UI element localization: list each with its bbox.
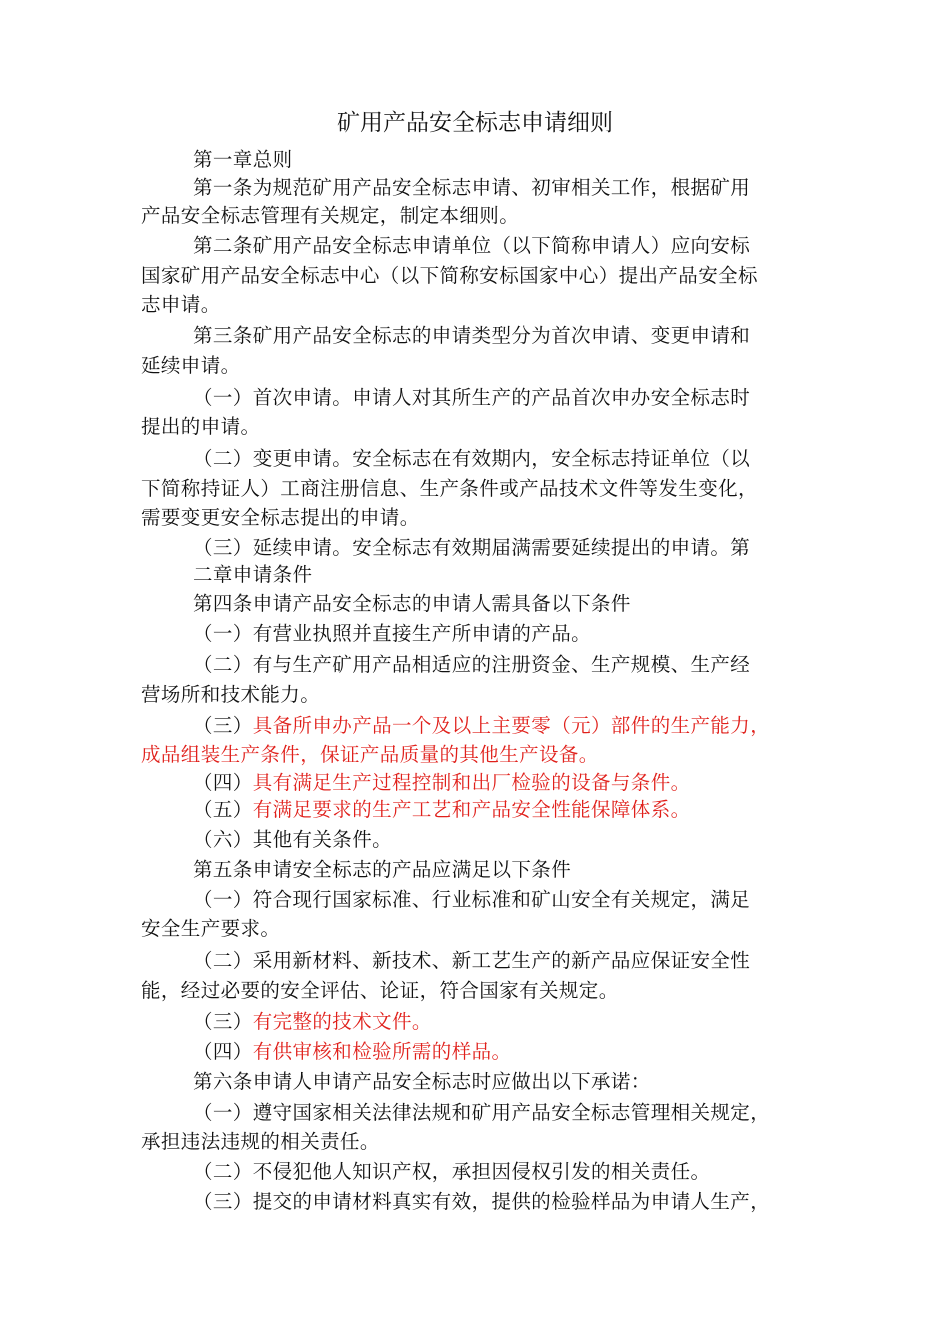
- page-title: 矿用产品安全标志申请细则: [337, 110, 613, 136]
- article-5: 第五条申请安全标志的产品应满足以下条件: [193, 858, 572, 881]
- article-3-item-3-line-1: （三）延续申请。安全标志有效期届满需要延续提出的申请。第: [193, 536, 751, 559]
- chapter-heading-1: 第一章总则: [193, 148, 293, 171]
- article-4-item-2-line-2: 营场所和技术能力。: [141, 683, 321, 706]
- article-3-line-1: 第三条矿用产品安全标志的申请类型分为首次申请、变更申请和: [193, 324, 751, 347]
- highlighted-text: 有满足要求的生产工艺和产品安全性能保障体系。: [252, 798, 691, 821]
- article-6-item-3: （三）提交的申请材料真实有效，提供的检验样品为申请人生产，: [193, 1190, 771, 1213]
- highlighted-text: 具备所申办产品一个及以上主要零（元）部件的生产能力，: [252, 714, 771, 737]
- article-5-item-2-line-1: （二）采用新材料、新技术、新工艺生产的新产品应保证安全性: [193, 949, 751, 972]
- article-4-item-4: [193, 769, 691, 797]
- item-prefix: （四）: [193, 771, 253, 794]
- article-2-line-2: 国家矿用产品安全标志中心（以下简称安标国家中心）提出产品安全标: [141, 264, 758, 287]
- article-3-item-2-line-1: （二）变更申请。安全标志在有效期内，安全标志持证单位（以: [193, 447, 751, 470]
- article-3-item-1-line-2: 提出的申请。: [141, 415, 261, 438]
- article-3-item-1-line-1: （一）首次申请。申请人对其所生产的产品首次申办安全标志时: [193, 386, 751, 409]
- highlighted-text: 有完整的技术文件。: [252, 1010, 432, 1033]
- article-4-item-3-line-1: [193, 712, 770, 740]
- article-6: 第六条申请人申请产品安全标志时应做出以下承诺：: [193, 1070, 651, 1093]
- article-2-line-3: 志申请。: [141, 293, 221, 316]
- article-4: 第四条申请产品安全标志的申请人需具备以下条件: [193, 592, 631, 615]
- item-prefix: （四）: [193, 1040, 253, 1063]
- article-4-item-1: （一）有营业执照并直接生产所申请的产品。: [193, 622, 592, 645]
- article-3-item-2-line-3: 需要变更安全标志提出的申请。: [141, 506, 420, 529]
- article-4-item-2-line-1: （二）有与生产矿用产品相适应的注册资金、生产规模、生产经: [193, 653, 751, 676]
- article-6-item-1-line-1: （一）遵守国家相关法律法规和矿用产品安全标志管理相关规定，: [193, 1101, 771, 1124]
- article-5-item-1-line-1: （一）符合现行国家标准、行业标准和矿山安全有关规定，满足: [193, 888, 751, 911]
- chapter-heading-2: 二章申请条件: [193, 563, 313, 586]
- article-4-item-6: （六）其他有关条件。: [193, 828, 393, 851]
- article-4-item-3-line-2: 成品组装生产条件，保证产品质量的其他生产设备。: [141, 743, 599, 766]
- item-prefix: （三）: [193, 1010, 253, 1033]
- article-3-item-2-line-2: 下简称持证人）工商注册信息、生产条件或产品技术文件等发生变化，: [141, 477, 758, 500]
- article-1-line-2: 产品安全标志管理有关规定，制定本细则。: [141, 204, 520, 227]
- article-3-line-2: 延续申请。: [141, 354, 241, 377]
- item-prefix: （三）: [193, 714, 253, 737]
- article-4-item-5: [193, 796, 691, 824]
- article-5-item-3: [193, 1008, 432, 1036]
- article-6-item-2: （二）不侵犯他人知识产权，承担因侵权引发的相关责任。: [193, 1160, 711, 1183]
- item-prefix: （五）: [193, 798, 253, 821]
- highlighted-text: 有供审核和检验所需的样品。: [252, 1040, 512, 1063]
- article-5-item-1-line-2: 安全生产要求。: [141, 917, 281, 940]
- highlighted-text: 具有满足生产过程控制和出厂检验的设备与条件。: [252, 771, 691, 794]
- article-1-line-1: 第一条为规范矿用产品安全标志申请、初审相关工作，根据矿用: [193, 176, 751, 199]
- article-5-item-4: [193, 1038, 511, 1066]
- article-6-item-1-line-2: 承担违法违规的相关责任。: [141, 1130, 380, 1153]
- article-5-item-2-line-2: 能，经过必要的安全评估、论证，符合国家有关规定。: [141, 979, 619, 1002]
- article-2-line-1: 第二条矿用产品安全标志申请单位（以下简称申请人）应向安标: [193, 234, 751, 257]
